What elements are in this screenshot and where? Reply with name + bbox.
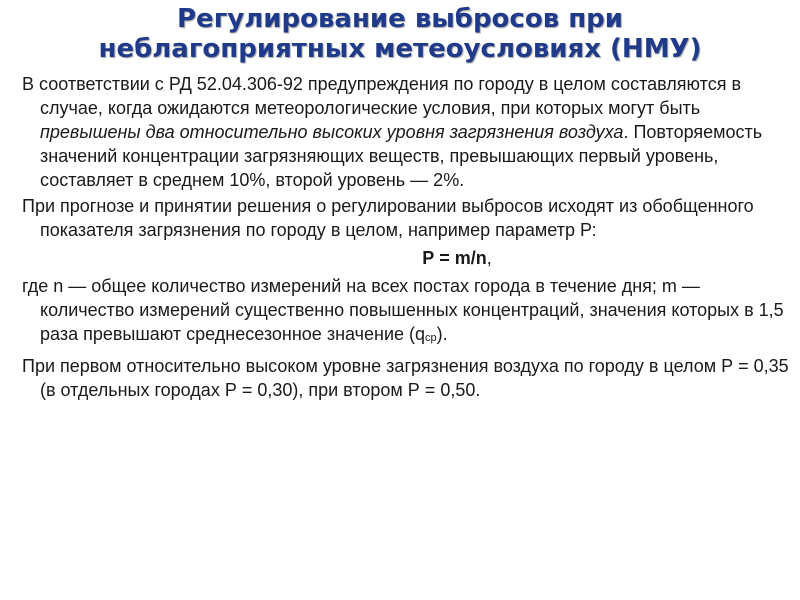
- formula: [22, 246, 792, 270]
- paragraph-forecast: При прогнозе и принятии решения о регулировании выбросов исходят из обобщенного показателя загрязнения по городу в целом, например параметр Р:: [22, 196, 754, 240]
- paragraph-definitions-tail: ).: [436, 324, 448, 344]
- paragraph-rd-warnings-emphasis: превышены два относительно высоких уровня загрязнения воздуха: [40, 122, 624, 142]
- paragraph-definitions-subscript: ср: [425, 332, 437, 344]
- paragraph-definitions-text: где n — общее количество измерений на всех постах города в течение дня; m — количество измерений существенно повышенных концентраций, значения которых в 1,5 раза превышают среднесезонное значение (q: [22, 276, 784, 344]
- paragraph-rd-warnings-tail: . Повторяемость значений концентрации загрязняющих веществ, превышающих первый уровень, составляет в среднем 10%, второй уровень — 2%.: [40, 122, 763, 190]
- formula-trail: ,: [486, 248, 492, 268]
- slide-title: [20, 4, 780, 64]
- paragraph-definitions: [22, 274, 792, 350]
- slide-body: [22, 72, 792, 406]
- paragraph-rd-warnings-text: В соответствии с РД 52.04.306-92 предупреждения по городу в целом составляются в случае, когда ожидаются метеорологические условия, при которых могут быть: [22, 74, 742, 118]
- slide-title-line-1: Регулирование выбросов при: [177, 4, 623, 34]
- paragraph-thresholds: При первом относительно высоком уровне загрязнения воздуха по городу в целом Р = 0,35 (в отдельных городах Р = 0,30), при втором Р = 0,50.: [22, 356, 789, 400]
- slide-title-line-2: неблагоприятных метеоусловиях (НМУ): [98, 34, 702, 64]
- formula-expression: Р = m/n: [422, 248, 487, 268]
- paragraph-rd-warnings: [22, 72, 792, 192]
